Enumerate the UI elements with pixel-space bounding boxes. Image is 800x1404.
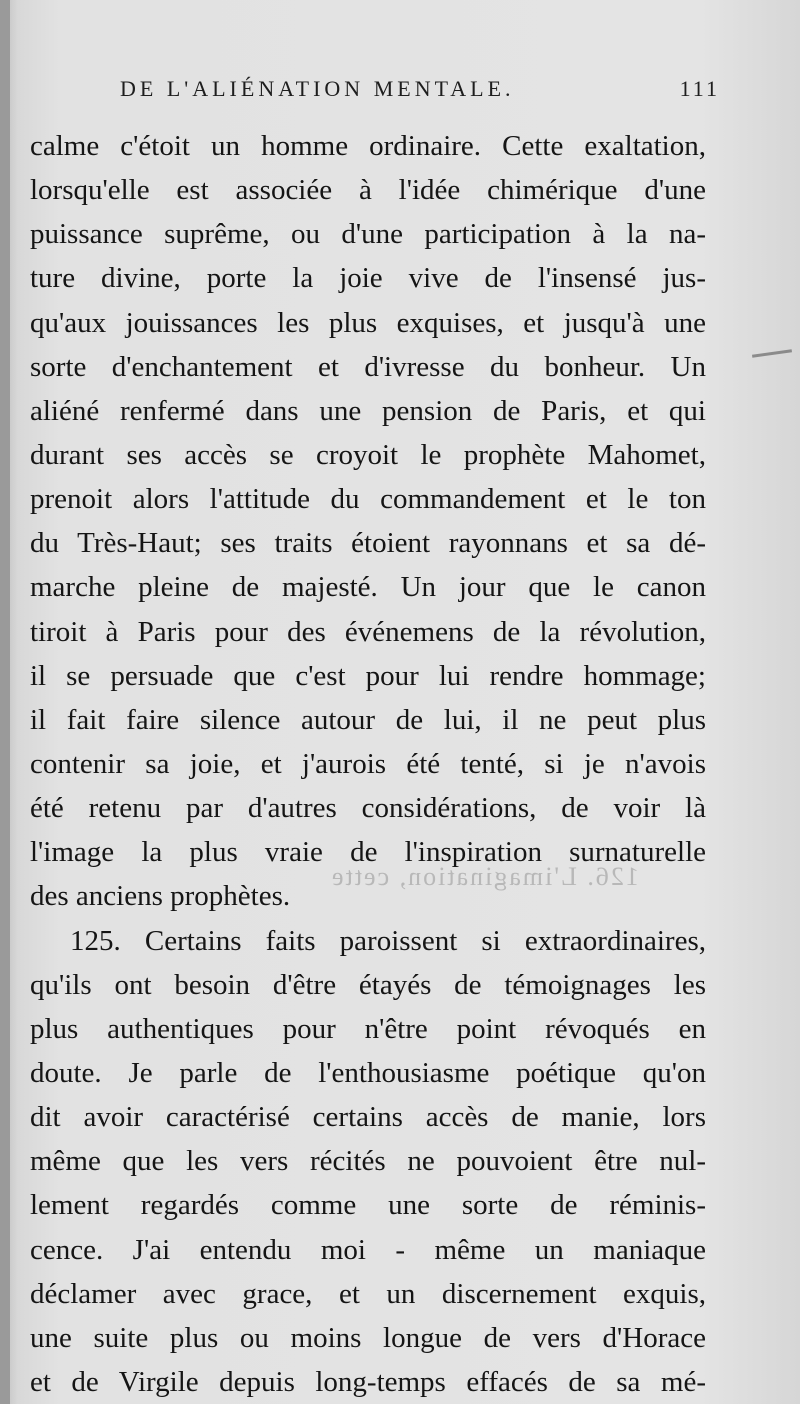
page-number: 111 — [679, 76, 720, 101]
text-line: dit avoir caractérisé certains accès de manie, lors — [30, 1101, 706, 1134]
running-title: DE L'ALIÉNATION MENTALE. — [120, 76, 515, 101]
text-line: et de Virgile depuis long-temps effacés de sa mé- — [30, 1365, 706, 1398]
text-line: marche pleine de majesté. Un jour que le canon — [30, 571, 706, 604]
text-line: lorsqu'elle est associée à l'idée chimérique d'une — [30, 174, 706, 207]
text-line: qu'aux jouissances les plus exquises, et jusqu'à une — [30, 306, 706, 339]
margin-pencil-mark — [752, 349, 792, 358]
text-line: du Très-Haut; ses traits étoient rayonnans et sa dé- — [30, 527, 706, 560]
text-line: déclamer avec grace, et un discernement exquis, — [30, 1277, 706, 1310]
text-line: cence. J'ai entendu moi - même un maniaque — [30, 1233, 706, 1266]
text-line: tiroit à Paris pour des événemens de la révolution, — [30, 615, 706, 648]
page-gutter — [0, 0, 10, 1404]
text-line: il fait faire silence autour de lui, il ne peut plus — [30, 703, 706, 736]
text-line: lement regardés comme une sorte de réminis- — [30, 1189, 706, 1222]
text-line: contenir sa joie, et j'aurois été tenté, si je n'avois — [30, 747, 706, 780]
text-line: sorte d'enchantement et d'ivresse du bonheur. Un — [30, 350, 706, 383]
paragraph-start-line: 125. Certains faits paroissent si extraordinaires, — [70, 924, 706, 957]
text-line: prenoit alors l'attitude du commandement et le ton — [30, 483, 706, 516]
text-line: l'image la plus vraie de l'inspiration surnaturelle — [30, 836, 706, 869]
text-line: qu'ils ont besoin d'être étayés de témoignages les — [30, 968, 706, 1001]
text-line: aliéné renfermé dans une pension de Paris, et qui — [30, 394, 706, 427]
text-line: ture divine, porte la joie vive de l'insensé jus- — [30, 262, 706, 295]
text-line: une suite plus ou moins longue de vers d'Horace — [30, 1321, 706, 1354]
bleed-through-text: 126. L'imagination, cette — [330, 862, 639, 891]
body-text — [30, 124, 706, 1404]
text-line: été retenu par d'autres considérations, de voir là — [30, 792, 706, 825]
page-header — [120, 76, 720, 110]
text-line: doute. Je parle de l'enthousiasme poétique qu'on — [30, 1056, 706, 1089]
text-line: calme c'étoit un homme ordinaire. Cette exaltation, — [30, 130, 706, 162]
text-line: même que les vers récités ne pouvoient être nul- — [30, 1145, 706, 1178]
text-line: puissance suprême, ou d'une participation à la na- — [30, 218, 706, 251]
text-line: plus authentiques pour n'être point révoqués en — [30, 1012, 706, 1045]
text-line: il se persuade que c'est pour lui rendre hommage; — [30, 659, 706, 692]
paragraph-end-line: des anciens prophètes. — [30, 880, 291, 913]
text-line: durant ses accès se croyoit le prophète Mahomet, — [30, 438, 706, 471]
